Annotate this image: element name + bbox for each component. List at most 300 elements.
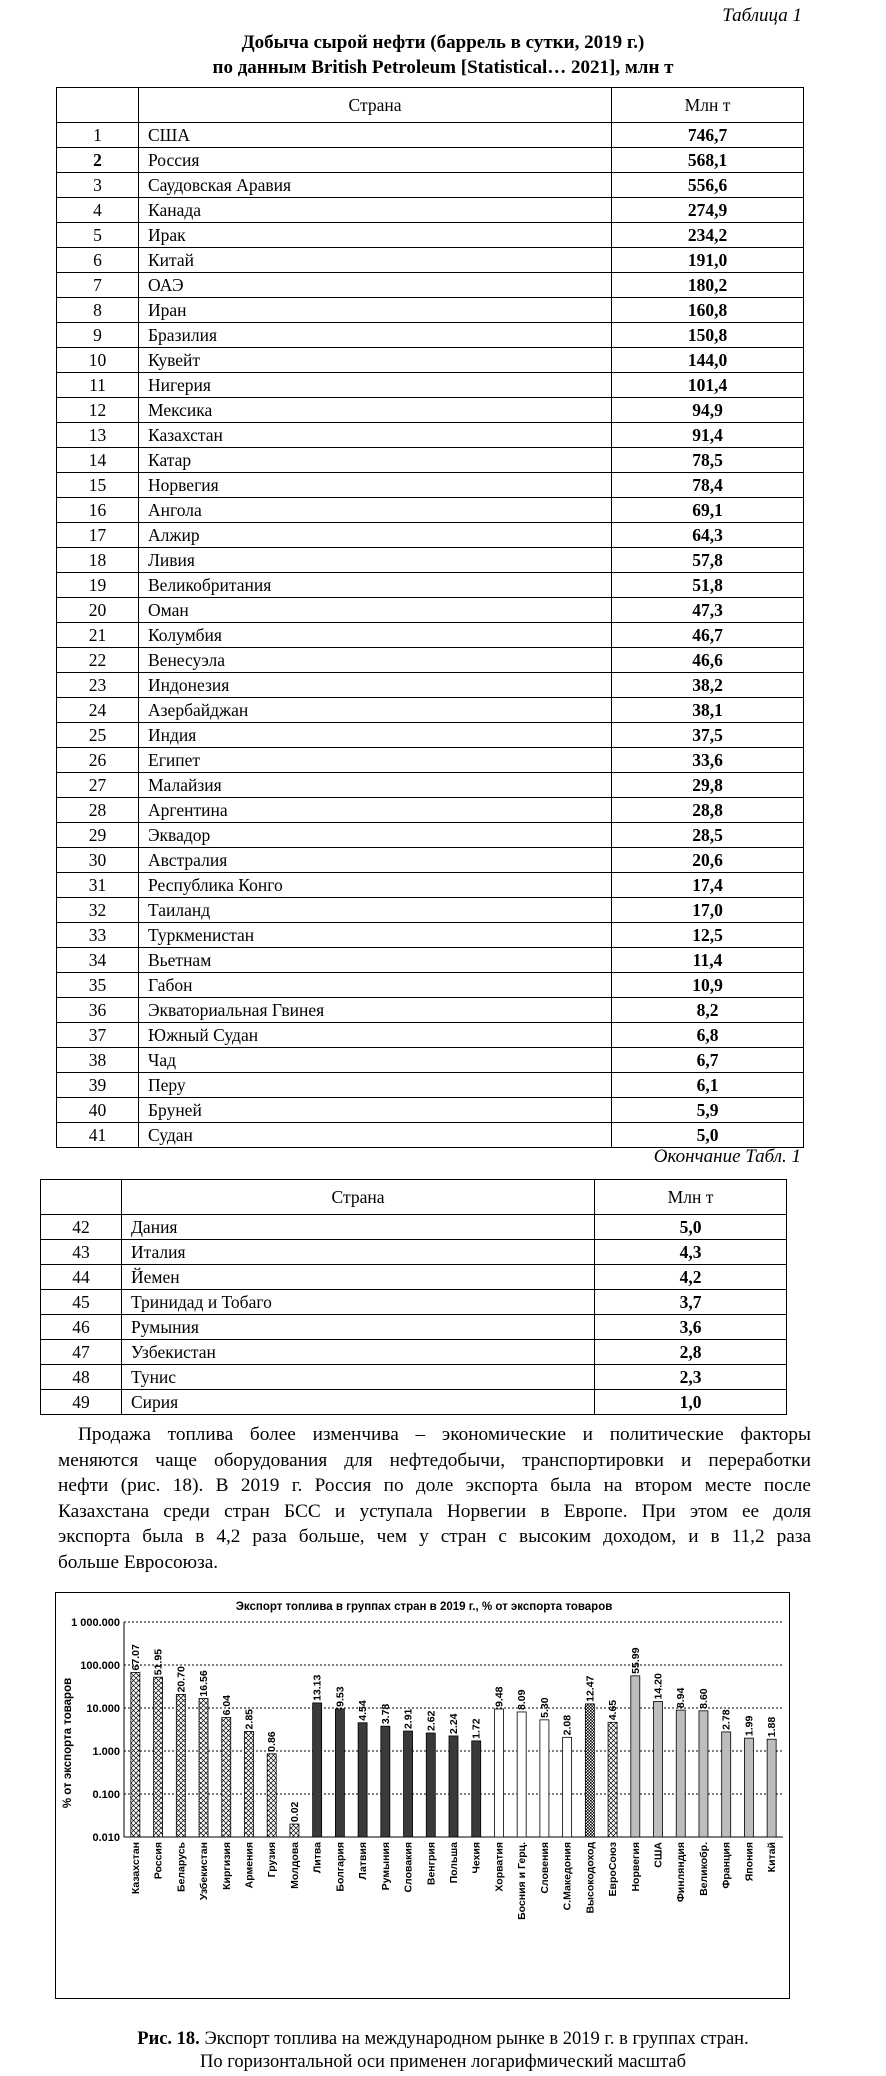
row-number: 34 — [57, 948, 139, 973]
y-tick-label: 100.000 — [80, 1660, 120, 1672]
table-row — [57, 598, 804, 623]
table-row — [41, 1365, 787, 1390]
bar — [563, 1737, 572, 1837]
data-label: 2.85 — [243, 1709, 256, 1730]
table-row — [57, 698, 804, 723]
header-number — [41, 1180, 122, 1215]
row-value: 144,0 — [612, 348, 804, 373]
bar — [290, 1824, 299, 1837]
row-country: Вьетнам — [139, 948, 612, 973]
row-number: 49 — [41, 1390, 122, 1415]
bar — [585, 1704, 594, 1837]
y-tick-label: 0.010 — [92, 1832, 120, 1844]
oil-production-table — [56, 87, 804, 1148]
row-value: 1,0 — [595, 1390, 787, 1415]
row-number: 22 — [57, 648, 139, 673]
row-value: 5,0 — [612, 1123, 804, 1148]
x-tick-label: ЕвроСоюз — [607, 1842, 620, 1897]
row-value: 3,7 — [595, 1290, 787, 1315]
row-number: 26 — [57, 748, 139, 773]
row-value: 38,1 — [612, 698, 804, 723]
bar — [131, 1672, 140, 1837]
row-number: 39 — [57, 1073, 139, 1098]
row-number: 20 — [57, 598, 139, 623]
x-tick-label: Словения — [538, 1842, 551, 1894]
header-value: Млн т — [595, 1180, 787, 1215]
row-value: 78,4 — [612, 473, 804, 498]
data-label: 51.95 — [152, 1648, 165, 1676]
table-row — [57, 323, 804, 348]
row-country: Тринидад и Тобаго — [122, 1290, 595, 1315]
x-tick-label: Молдова — [288, 1842, 301, 1889]
row-number: 2 — [57, 148, 139, 173]
row-number: 4 — [57, 198, 139, 223]
table-row — [57, 848, 804, 873]
row-value: 150,8 — [612, 323, 804, 348]
bar — [744, 1738, 753, 1837]
row-number: 47 — [41, 1340, 122, 1365]
row-country: Норвегия — [139, 473, 612, 498]
table-title-line2: по данным British Petroleum [Statistical… 2021], млн т — [212, 57, 674, 78]
row-value: 6,8 — [612, 1023, 804, 1048]
row-value: 5,9 — [612, 1098, 804, 1123]
row-value: 37,5 — [612, 723, 804, 748]
row-number: 14 — [57, 448, 139, 473]
bar — [517, 1712, 526, 1837]
row-number: 36 — [57, 998, 139, 1023]
paragraph-line: меняются чаще оборудования для нефтедобычи, транспортировки и переработки — [58, 1449, 811, 1471]
y-tick-label: 1 000.000 — [71, 1617, 120, 1629]
header-number — [57, 88, 139, 123]
row-number: 25 — [57, 723, 139, 748]
data-label: 1.72 — [470, 1718, 483, 1739]
row-value: 4,2 — [595, 1265, 787, 1290]
row-number: 21 — [57, 623, 139, 648]
bar — [222, 1717, 231, 1837]
row-number: 42 — [41, 1215, 122, 1240]
bar — [631, 1676, 640, 1837]
row-value: 3,6 — [595, 1315, 787, 1340]
table-label: Таблица 1 — [722, 5, 802, 26]
row-value: 2,8 — [595, 1340, 787, 1365]
x-tick-label: Казахстан — [129, 1842, 142, 1895]
data-label: 0.02 — [288, 1801, 301, 1823]
data-label: 12.47 — [584, 1675, 597, 1702]
x-tick-label: Польша — [448, 1842, 460, 1884]
bar — [608, 1722, 617, 1837]
row-value: 8,2 — [612, 998, 804, 1023]
row-country: Египет — [139, 748, 612, 773]
row-number: 12 — [57, 398, 139, 423]
data-label: 1.88 — [766, 1716, 779, 1738]
table-row — [57, 748, 804, 773]
row-number: 11 — [57, 373, 139, 398]
table-row — [57, 948, 804, 973]
header-value: Млн т — [612, 88, 804, 123]
table-row — [57, 348, 804, 373]
table-row — [57, 273, 804, 298]
row-value: 64,3 — [612, 523, 804, 548]
row-number: 7 — [57, 273, 139, 298]
row-country: Бразилия — [139, 323, 612, 348]
row-value: 69,1 — [612, 498, 804, 523]
paragraph-line: нефти (рис. 18). В 2019 г. Россия по доле экспорта была на втором месте после — [58, 1475, 811, 1497]
row-country: Азербайджан — [139, 698, 612, 723]
row-number: 15 — [57, 473, 139, 498]
row-number: 33 — [57, 923, 139, 948]
x-tick-label: Россия — [152, 1842, 165, 1880]
row-value: 94,9 — [612, 398, 804, 423]
data-label: 55.99 — [629, 1647, 642, 1674]
table-row — [57, 173, 804, 198]
table-row — [57, 1023, 804, 1048]
row-value: 6,7 — [612, 1048, 804, 1073]
row-value: 46,7 — [612, 623, 804, 648]
bar — [767, 1739, 776, 1837]
row-country: Экваториальная Гвинея — [139, 998, 612, 1023]
data-label: 13.13 — [311, 1674, 324, 1701]
table-row — [57, 123, 804, 148]
table-row — [57, 873, 804, 898]
table-continuation-label: Окончание Табл. 1 — [653, 1146, 801, 1167]
figure-caption-text: Экспорт топлива на международном рынке в 2019 г. в группах стран. — [204, 2029, 749, 2049]
bar — [494, 1709, 503, 1837]
row-number: 6 — [57, 248, 139, 273]
row-value: 78,5 — [612, 448, 804, 473]
bar — [313, 1703, 322, 1837]
row-country: Иран — [139, 298, 612, 323]
bar — [676, 1710, 685, 1837]
table-row — [57, 898, 804, 923]
x-tick-label: Китай — [766, 1842, 779, 1873]
row-country: Оман — [139, 598, 612, 623]
bar — [472, 1741, 481, 1837]
row-number: 23 — [57, 673, 139, 698]
data-label: 20.70 — [175, 1666, 188, 1693]
row-value: 4,3 — [595, 1240, 787, 1265]
row-value: 191,0 — [612, 248, 804, 273]
row-country: Индия — [139, 723, 612, 748]
table-row — [57, 298, 804, 323]
table-row — [57, 823, 804, 848]
table-header-row — [57, 88, 804, 123]
row-country: Габон — [139, 973, 612, 998]
row-country: Ангола — [139, 498, 612, 523]
data-label: 0.86 — [266, 1731, 279, 1752]
row-value: 180,2 — [612, 273, 804, 298]
row-number: 38 — [57, 1048, 139, 1073]
table-row — [57, 498, 804, 523]
row-country: Венесуэла — [139, 648, 612, 673]
row-country: Колумбия — [139, 623, 612, 648]
row-value: 6,1 — [612, 1073, 804, 1098]
row-country: Туркменистан — [139, 923, 612, 948]
table-row — [57, 1123, 804, 1148]
row-value: 274,9 — [612, 198, 804, 223]
row-country: Тунис — [122, 1365, 595, 1390]
row-value: 12,5 — [612, 923, 804, 948]
data-label: 4.65 — [607, 1699, 620, 1721]
chart-svg — [56, 1593, 789, 1998]
x-tick-label: Грузия — [266, 1842, 279, 1878]
bar — [654, 1701, 663, 1837]
bar — [335, 1709, 344, 1837]
header-country: Страна — [139, 88, 612, 123]
row-value: 160,8 — [612, 298, 804, 323]
data-label: 8.60 — [697, 1688, 710, 1709]
row-country: Катар — [139, 448, 612, 473]
figure-label: Рис. 18. — [137, 2029, 200, 2049]
row-country: Эквадор — [139, 823, 612, 848]
x-tick-label: Высокодоход — [584, 1842, 597, 1914]
row-number: 31 — [57, 873, 139, 898]
data-label: 2.62 — [425, 1710, 438, 1732]
row-country: Саудовская Аравия — [139, 173, 612, 198]
table-row — [57, 798, 804, 823]
table-row — [41, 1215, 787, 1240]
row-number: 37 — [57, 1023, 139, 1048]
x-tick-label: Литва — [311, 1842, 324, 1874]
row-country: Нигерия — [139, 373, 612, 398]
row-value: 10,9 — [612, 973, 804, 998]
row-country: Канада — [139, 198, 612, 223]
table-row — [41, 1240, 787, 1265]
paragraph-line: Казахстана среди стран БСС и уступала Норвегии в Европе. При этом ее доля — [58, 1500, 811, 1522]
x-tick-label: С.Македония — [561, 1842, 574, 1911]
row-country: Республика Конго — [139, 873, 612, 898]
row-country: Италия — [122, 1240, 595, 1265]
data-label: 2.78 — [720, 1709, 733, 1730]
data-label: 2.24 — [448, 1713, 460, 1734]
row-value: 51,8 — [612, 573, 804, 598]
row-number: 30 — [57, 848, 139, 873]
row-value: 46,6 — [612, 648, 804, 673]
table-row — [57, 423, 804, 448]
data-label: 8.94 — [675, 1687, 688, 1709]
data-label: 8.09 — [516, 1689, 529, 1710]
y-tick-label: 10.000 — [86, 1703, 120, 1715]
x-tick-label: Великобр. — [697, 1842, 710, 1896]
bar — [426, 1733, 435, 1837]
row-number: 8 — [57, 298, 139, 323]
row-value: 556,6 — [612, 173, 804, 198]
x-tick-label: Хорватия — [493, 1842, 506, 1892]
row-value: 29,8 — [612, 773, 804, 798]
x-tick-label: Франция — [720, 1842, 733, 1889]
table-row — [57, 623, 804, 648]
row-number: 29 — [57, 823, 139, 848]
y-tick-label: 1.000 — [92, 1746, 120, 1758]
row-number: 5 — [57, 223, 139, 248]
row-value: 17,4 — [612, 873, 804, 898]
row-number: 1 — [57, 123, 139, 148]
table-row — [57, 373, 804, 398]
table-row — [57, 398, 804, 423]
row-number: 18 — [57, 548, 139, 573]
table-row — [57, 723, 804, 748]
data-label: 2.08 — [561, 1714, 574, 1736]
table-row — [57, 998, 804, 1023]
row-value: 91,4 — [612, 423, 804, 448]
row-country: Ирак — [139, 223, 612, 248]
x-tick-label: Беларусь — [175, 1842, 188, 1893]
table-row — [41, 1290, 787, 1315]
table-header-row — [41, 1180, 787, 1215]
row-number: 13 — [57, 423, 139, 448]
row-number: 32 — [57, 898, 139, 923]
row-country: Бруней — [139, 1098, 612, 1123]
row-value: 38,2 — [612, 673, 804, 698]
x-tick-label: Финляндия — [675, 1842, 688, 1903]
data-label: 16.56 — [198, 1670, 211, 1697]
x-tick-label: Босния и Герц. — [516, 1842, 529, 1920]
x-tick-label: Узбекистан — [198, 1842, 211, 1901]
table-row — [41, 1315, 787, 1340]
table-row — [57, 773, 804, 798]
row-country: Таиланд — [139, 898, 612, 923]
x-tick-label: США — [652, 1842, 665, 1868]
bar — [176, 1694, 185, 1837]
figure-caption-line1 — [0, 2028, 886, 2051]
row-number: 10 — [57, 348, 139, 373]
bar — [244, 1731, 253, 1837]
data-label: 1.99 — [743, 1715, 756, 1737]
row-country: Китай — [139, 248, 612, 273]
table-row — [57, 1098, 804, 1123]
row-number: 43 — [41, 1240, 122, 1265]
y-tick-label: 0.100 — [92, 1789, 120, 1801]
row-country: ОАЭ — [139, 273, 612, 298]
table-title-line1: Добыча сырой нефти (баррель в сутки, 2019 г.) — [241, 32, 645, 53]
row-country: Мексика — [139, 398, 612, 423]
row-value: 234,2 — [612, 223, 804, 248]
oil-production-table-end — [40, 1179, 787, 1415]
row-number: 45 — [41, 1290, 122, 1315]
x-tick-label: Япония — [743, 1842, 756, 1882]
row-number: 9 — [57, 323, 139, 348]
x-tick-label: Болгария — [334, 1842, 347, 1892]
x-tick-label: Киргизия — [220, 1842, 233, 1890]
row-value: 17,0 — [612, 898, 804, 923]
table-row — [57, 673, 804, 698]
bar — [358, 1723, 367, 1837]
row-country: Узбекистан — [122, 1340, 595, 1365]
body-paragraph — [58, 1422, 811, 1576]
table-row — [57, 223, 804, 248]
data-label: 2.91 — [402, 1708, 415, 1730]
x-tick-label: Чехия — [470, 1842, 483, 1874]
row-value: 28,8 — [612, 798, 804, 823]
row-value: 11,4 — [612, 948, 804, 973]
paragraph-line: больше Евросоюза. — [58, 1551, 219, 1573]
bar — [699, 1711, 708, 1837]
bar — [199, 1699, 208, 1837]
row-number: 41 — [57, 1123, 139, 1148]
x-tick-label: Венгрия — [425, 1842, 438, 1886]
header-country: Страна — [122, 1180, 595, 1215]
data-label: 4.54 — [357, 1700, 370, 1721]
row-number: 40 — [57, 1098, 139, 1123]
row-country: Дания — [122, 1215, 595, 1240]
row-country: Великобритания — [139, 573, 612, 598]
table-row — [57, 1048, 804, 1073]
row-value: 33,6 — [612, 748, 804, 773]
row-value: 568,1 — [612, 148, 804, 173]
y-axis-label: % от экспорта товаров — [62, 1677, 74, 1809]
table-row — [57, 148, 804, 173]
row-number: 17 — [57, 523, 139, 548]
row-country: Перу — [139, 1073, 612, 1098]
data-label: 3.78 — [379, 1703, 392, 1725]
table-row — [41, 1265, 787, 1290]
row-country: Чад — [139, 1048, 612, 1073]
fuel-export-chart — [55, 1592, 790, 1999]
data-label: 9.48 — [493, 1686, 506, 1707]
row-country: Россия — [139, 148, 612, 173]
paragraph-line: Продажа топлива более изменчива – экономические и политические факторы — [78, 1424, 811, 1445]
bar — [540, 1720, 549, 1837]
row-number: 48 — [41, 1365, 122, 1390]
row-number: 28 — [57, 798, 139, 823]
row-country: США — [139, 123, 612, 148]
table-row — [57, 548, 804, 573]
table-row — [57, 923, 804, 948]
row-number: 16 — [57, 498, 139, 523]
row-value: 57,8 — [612, 548, 804, 573]
row-number: 3 — [57, 173, 139, 198]
table-row — [41, 1390, 787, 1415]
bar — [722, 1732, 731, 1837]
bar — [381, 1726, 390, 1837]
x-tick-label: Армения — [243, 1842, 256, 1889]
row-country: Малайзия — [139, 773, 612, 798]
table-row — [57, 573, 804, 598]
x-tick-label: Румыния — [379, 1842, 392, 1891]
table-row — [57, 648, 804, 673]
data-label: 14.20 — [652, 1673, 665, 1700]
table-row — [41, 1340, 787, 1365]
data-label: 67.07 — [129, 1644, 142, 1671]
data-label: 9.53 — [334, 1686, 347, 1707]
row-number: 44 — [41, 1265, 122, 1290]
row-value: 28,5 — [612, 823, 804, 848]
row-country: Судан — [139, 1123, 612, 1148]
row-value: 20,6 — [612, 848, 804, 873]
bar — [404, 1731, 413, 1837]
row-value: 5,0 — [595, 1215, 787, 1240]
row-country: Сирия — [122, 1390, 595, 1415]
bar — [267, 1754, 276, 1837]
row-country: Австралия — [139, 848, 612, 873]
chart-title: Экспорт топлива в группах стран в 2019 г., % от экспорта товаров — [235, 1601, 613, 1613]
row-number: 24 — [57, 698, 139, 723]
row-number: 19 — [57, 573, 139, 598]
figure-caption-line2: По горизонтальной оси применен логарифмический масштаб — [199, 2052, 686, 2072]
row-value: 746,7 — [612, 123, 804, 148]
row-country: Румыния — [122, 1315, 595, 1340]
row-country: Казахстан — [139, 423, 612, 448]
row-country: Южный Судан — [139, 1023, 612, 1048]
paragraph-line: экспорта была в 4,2 раза больше, чем у стран с высоким доходом, и в 11,2 раза — [58, 1526, 811, 1548]
table-row — [57, 523, 804, 548]
table-row — [57, 1073, 804, 1098]
x-tick-label: Словакия — [402, 1842, 415, 1893]
bar — [449, 1736, 458, 1837]
table-row — [57, 248, 804, 273]
row-country: Йемен — [122, 1265, 595, 1290]
row-country: Аргентина — [139, 798, 612, 823]
data-label: 6.04 — [220, 1694, 233, 1716]
